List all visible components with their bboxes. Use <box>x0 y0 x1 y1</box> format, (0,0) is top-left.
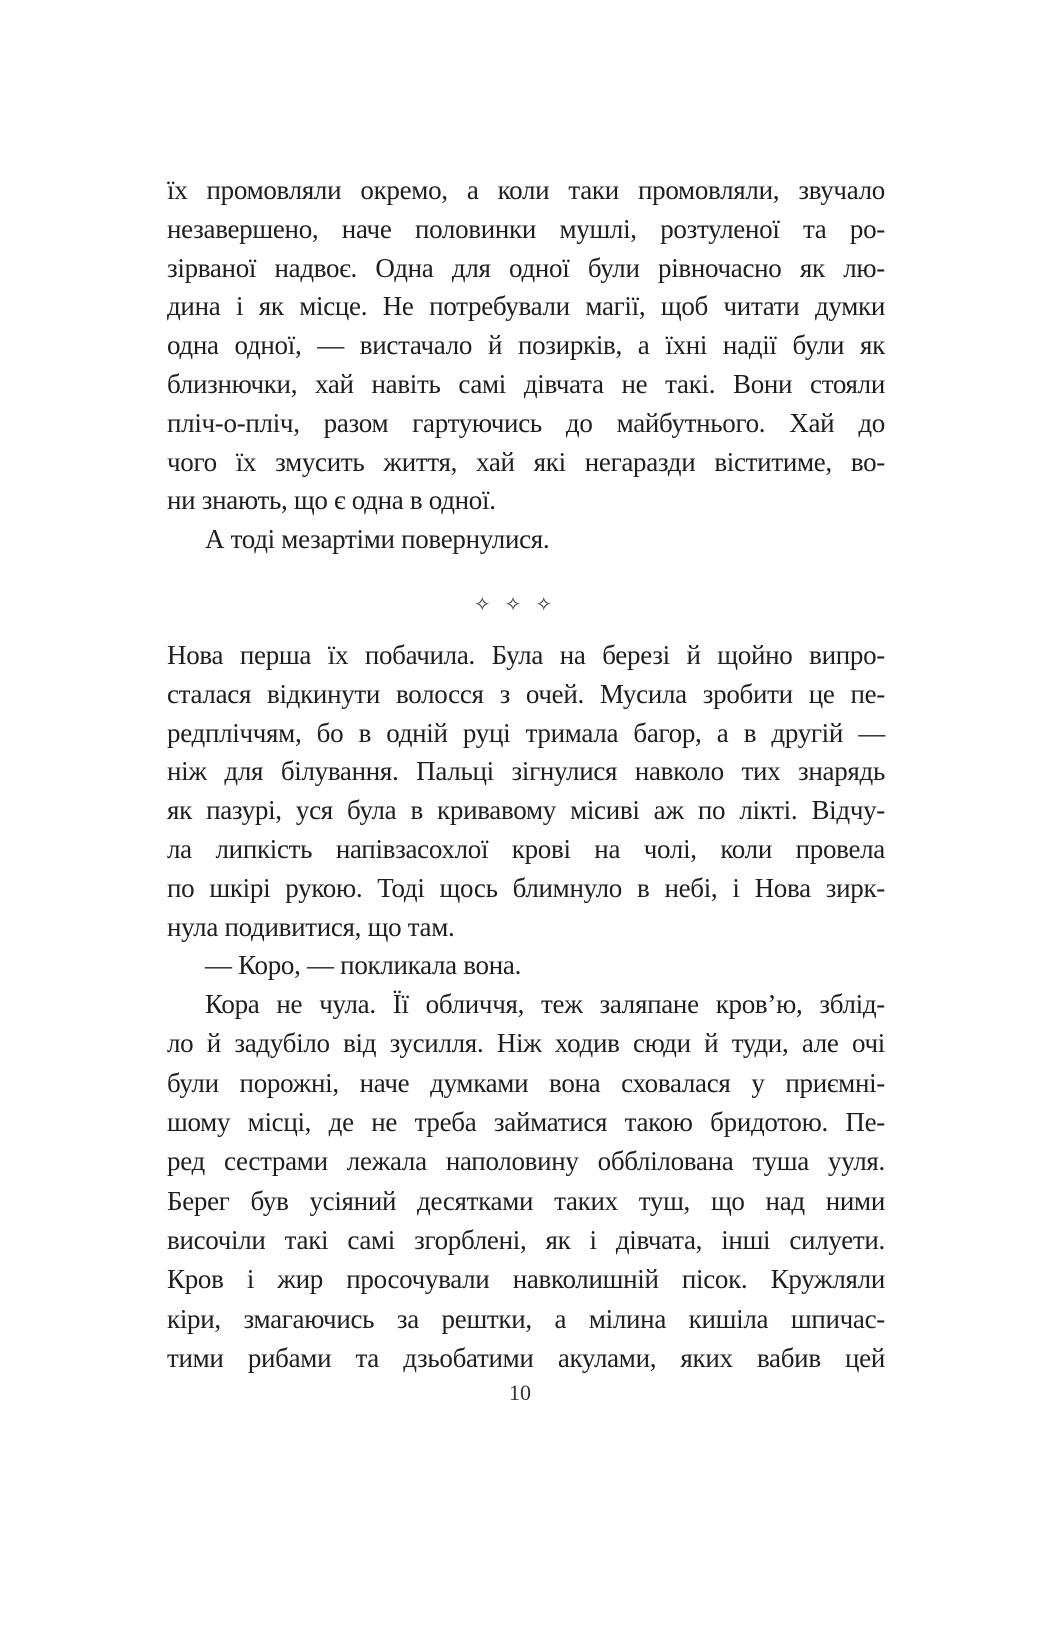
text-line: шому місці, де не треба займатися такою бридотою. Пе- <box>167 1107 885 1138</box>
text-line: ло й задубіло від зусилля. Ніж ходив сюди й туди, але очі <box>167 1028 885 1059</box>
text-line: ни знають, що є одна в одної. <box>167 485 496 516</box>
page-number: 10 <box>509 1380 531 1405</box>
text-line: були порожні, наче думками вона сховалася у приємні- <box>167 1067 885 1098</box>
text-line: Берег був усіяний десятками таких туш, що над ними <box>167 1185 885 1216</box>
text-line: височіли такі самі згорблені, як і дівчата, інші силуети. <box>167 1224 885 1255</box>
text-block-bottom <box>167 636 885 1378</box>
text-line: ніж для білування. Пальці зігнулися навколо тих знарядь <box>167 756 885 787</box>
text-line: нула подивитися, що там. <box>167 911 455 942</box>
text-line: як пазурі, уся була в кривавому місиві аж по лікті. Відчу- <box>167 795 885 826</box>
text-line: Кора не чула. Її обличчя, теж заляпане кров’ю, зблід- <box>205 989 885 1020</box>
text-line: чого їх змусить життя, хай які негаразди віститиме, во- <box>167 446 885 477</box>
section-separator: ✧✧✧ <box>473 594 567 616</box>
text-line: ла липкість напівзасохлої крові на чолі, коли провела <box>167 833 885 864</box>
text-line: тими рибами та дзьобатими акулами, яких вабив цей <box>167 1342 885 1373</box>
text-line: А тоді мезартіми повернулися. <box>205 524 550 555</box>
text-line: Нова перша їх побачила. Була на березі й щойно випро- <box>167 640 885 670</box>
text-line: редпліччям, бо в одній руці тримала багор, а в другій — <box>167 717 885 748</box>
text-line: їх промовляли окремо, а коли таки промовляли, звучало <box>167 175 885 205</box>
text-line: незавершено, наче половинки мушлі, розтуленої та ро- <box>167 213 885 244</box>
text-line: близнючки, хай навіть самі дівчата не такі. Вони стояли <box>167 368 885 399</box>
text-line: одна одної, — вистачало й позирків, а їхні надії були як <box>167 330 885 361</box>
text-line: Кров і жир просочували навколишній пісок. Кружляли <box>167 1264 885 1295</box>
text-line: — Коро, — покликала вона. <box>205 950 522 981</box>
text-line: сталася відкинути волосся з очей. Мусила зробити це пе- <box>167 678 885 709</box>
text-line: пліч-о-пліч, разом гартуючись до майбутнього. Хай до <box>167 407 885 438</box>
text-line: дина і як місце. Не потребували магії, щоб читати думки <box>167 291 885 322</box>
text-line: по шкірі рукою. Тоді щось блимнуло в небі, і Нова зирк- <box>167 872 885 903</box>
text-line: зірваної надвоє. Одна для одної були рівночасно як лю- <box>167 252 885 283</box>
text-line: кіри, змагаючись за рештки, а мілина кишіла шпичас- <box>167 1303 885 1334</box>
text-line: ред сестрами лежала наполовину обблілована туша ууля. <box>167 1146 885 1177</box>
text-block-top <box>167 171 885 559</box>
